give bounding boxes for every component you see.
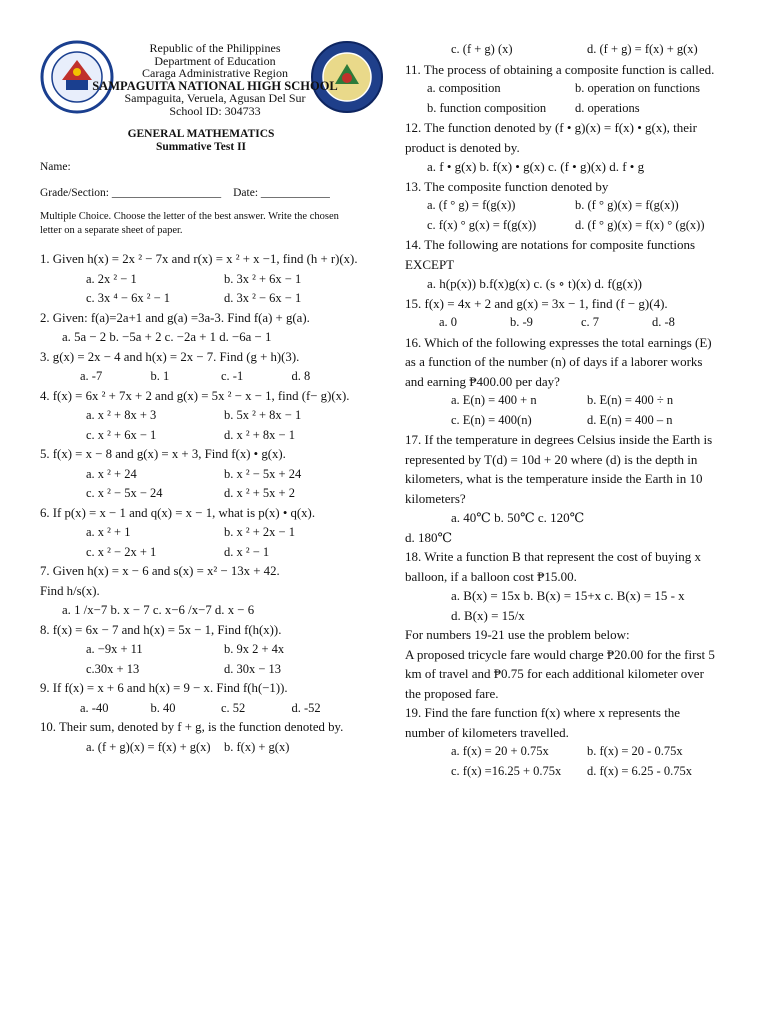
q1-a: a. 2x ² − 1 (86, 271, 137, 286)
q8-b: b. 9x 2 + 4x (224, 642, 285, 656)
problem-intro: For numbers 19-21 use the problem below: (405, 627, 630, 642)
q15-d: d. -8 (652, 315, 675, 329)
q7-find: Find h/s(x). (40, 583, 100, 598)
q2-options: a. 5a − 2 b. −5a + 2 c. −2a + 1 d. −6a − 1 (62, 330, 272, 344)
q3-b: b. 1 (150, 369, 170, 383)
school-id: School ID: 304733 (169, 103, 261, 118)
q4-a: a. x ² + 8x + 3 (86, 408, 157, 422)
left-column (40, 0, 362, 757)
q5-d: d. x ² + 5x + 2 (224, 486, 295, 500)
q1-d: d. 3x ² − 6x − 1 (224, 291, 302, 305)
q16-a: a. E(n) = 400 + n (451, 393, 537, 407)
q15-c: c. 7 (581, 315, 600, 329)
subject-title: GENERAL MATHEMATICS (127, 128, 275, 140)
q4-c: c. x ² + 6x − 1 (86, 427, 157, 442)
name-field: Name: (40, 161, 71, 173)
question-15: 15. f(x) = 4x + 2 and g(x) = 3x − 1, find (f − g)(4). (405, 295, 668, 311)
q10-a: a. (f + g)(x) = f(x) + g(x) (86, 739, 211, 754)
q19-c: c. f(x) =16.25 + 0.75x (451, 763, 562, 778)
q8-c: c.30x + 13 (86, 661, 140, 676)
problem-text: A proposed tricycle fare would charge ₱20.00 for the first 5 km of travel and ₱0.75 for each additional kilometer over the proposed fare. (405, 646, 715, 701)
q17-d: d. 180℃ (405, 529, 453, 545)
test-title: Summative Test II (155, 141, 247, 153)
question-17: 17. If the temperature in degrees Celsius inside the Earth is represented by T(d) = 10d + 20 where (d) is the depth in kilometers, what is the temperature inside the Earth in 10 kilometers? (405, 432, 713, 506)
question-5: 5. f(x) = x − 8 and g(x) = x + 3, Find f(x) • g(x). (40, 447, 286, 461)
instructions: Multiple Choice. Choose the letter of the best answer. Write the chosen letter on a separate sheet of paper. (40, 211, 339, 236)
question-18: 18. Write a function B that represent the cost of buying x balloon, if a balloon cost ₱15.00. (405, 549, 701, 584)
q6-a: a. x ² + 1 (86, 525, 131, 539)
q6-c: c. x ² − 2x + 1 (86, 544, 157, 559)
q3-c: c. -1 (221, 369, 244, 383)
q7-options: a. 1 /x−7 b. x − 7 c. x−6 /x−7 d. x − 6 (62, 603, 255, 617)
grade-field: Grade/Section: ___________________ (40, 187, 222, 199)
q10-d: d. (f + g) = f(x) + g(x) (587, 42, 698, 56)
question-7: 7. Given h(x) = x − 6 and s(x) = x² − 13x + 42. (40, 564, 280, 578)
q10-c: c. (f + g) (x) (451, 42, 513, 56)
date-field: Date: ____________ (233, 187, 330, 199)
q8-a: a. −9x + 11 (86, 642, 143, 656)
question-19: 19. Find the fare function f(x) where x represents the number of kilometers travelled. (405, 705, 681, 740)
q10-b: b. f(x) + g(x) (224, 739, 290, 754)
question-16: 16. Which of the following expresses the total earnings (E) as a function of the number (n) of days if a laborer works and earning ₱400.00 per day? (405, 334, 712, 389)
q11-d: d. operations (575, 100, 640, 115)
school-name: SAMPAGUITA NATIONAL HIGH SCHOOL (92, 78, 338, 93)
q11-c: b. function composition (427, 100, 547, 115)
q3-d: d. 8 (291, 369, 311, 383)
q18-d: d. B(x) = 15/x (451, 607, 525, 623)
header (40, 0, 362, 128)
right-column (405, 40, 723, 781)
q9-a: a. -40 (80, 700, 109, 715)
question-4: 4. f(x) = 6x ² + 7x + 2 and g(x) = 5x ² − x − 1, find (f− g)(x). (40, 388, 350, 403)
question-12: 12. The function denoted by (f • g)(x) = f(x) • g(x), their product is denoted by. (405, 120, 697, 155)
q16-c: c. E(n) = 400(n) (451, 412, 532, 427)
q16-b: b. E(n) = 400 ÷ n (587, 393, 674, 407)
q13-d: d. (f ° g)(x) = f(x) ° (g(x)) (575, 217, 705, 232)
q1-c: c. 3x ⁴ − 6x ² − 1 (86, 291, 171, 305)
question-6: 6. If p(x) = x − 1 and q(x) = x − 1, what is p(x) • q(x). (40, 505, 316, 520)
q8-d: d. 30x − 13 (224, 661, 282, 676)
republic: Republic of the Philippines (149, 41, 281, 55)
q13-c: c. f(x) ° g(x) = f(g(x)) (427, 217, 537, 232)
q16-d: d. E(n) = 400 – n (587, 412, 673, 427)
q15-a: a. 0 (439, 315, 458, 329)
question-3: 3. g(x) = 2x − 4 and h(x) = 2x − 7. Find (g + h)(3). (40, 349, 300, 364)
q4-b: b. 5x ² + 8x − 1 (224, 408, 302, 422)
question-9: 9. If f(x) = x + 6 and h(x) = 9 − x. Find f(h(−1)). (40, 681, 288, 695)
q14-options: a. h(p(x)) b.f(x)g(x) c. (s ∘ t)(x) d. f(g(x)) (427, 276, 643, 291)
department: Department of Education (154, 53, 276, 68)
q5-c: c. x ² − 5x − 24 (86, 486, 163, 500)
q19-d: d. f(x) = 6.25 - 0.75x (587, 763, 692, 778)
header-text (70, 42, 360, 117)
q13-b: b. (f ° g)(x) = f(g(x)) (575, 198, 679, 212)
q5-a: a. x ² + 24 (86, 466, 137, 481)
q9-b: b. 40 (150, 700, 176, 715)
question-8: 8. f(x) = 6x − 7 and h(x) = 5x − 1, Find f(h(x)). (40, 622, 282, 637)
question-13: 13. The composite function denoted by (405, 178, 609, 194)
question-1: 1. Given h(x) = 2x ² − 7x and r(x) = x ² + x −1, find (h + r)(x). (40, 252, 358, 266)
q4-d: d. x ² + 8x − 1 (224, 427, 295, 442)
q19-a: a. f(x) = 20 + 0.75x (451, 744, 549, 758)
q11-a: a. composition (427, 81, 501, 95)
address: Sampaguita, Veruela, Agusan Del Sur (124, 91, 306, 105)
q18-options: a. B(x) = 15x b. B(x) = 15+x c. B(x) = 15 - x (451, 588, 685, 603)
q11-b: b. operation on functions (575, 81, 700, 95)
question-2: 2. Given: f(a)=2a+1 and g(a) =3a-3. Find f(a) + g(a). (40, 310, 310, 325)
q12-options: a. f • g(x) b. f(x) • g(x) c. (f • g)(x) d. f • g (427, 159, 645, 174)
q1-b: b. 3x ² + 6x − 1 (224, 271, 302, 286)
q6-d: d. x ² − 1 (224, 544, 270, 559)
question-10: 10. Their sum, denoted by f + g, is the function denoted by. (40, 720, 344, 734)
question-11: 11. The process of obtaining a composite function is called. (405, 61, 715, 77)
q9-c: c. 52 (221, 700, 246, 715)
q19-b: b. f(x) = 20 - 0.75x (587, 744, 683, 758)
q13-a: a. (f ° g) = f(g(x)) (427, 198, 516, 212)
question-14: 14. The following are notations for composite functions EXCEPT (405, 237, 696, 272)
region: Caraga Administrative Region (142, 66, 288, 80)
q15-b: b. -9 (510, 315, 533, 329)
q5-b: b. x ² − 5x + 24 (224, 466, 302, 481)
q17-options: a. 40℃ b. 50℃ c. 120℃ (451, 510, 585, 525)
q3-a: a. -7 (80, 369, 103, 383)
q6-b: b. x ² + 2x − 1 (224, 525, 295, 539)
q9-d: d. -52 (291, 700, 321, 715)
